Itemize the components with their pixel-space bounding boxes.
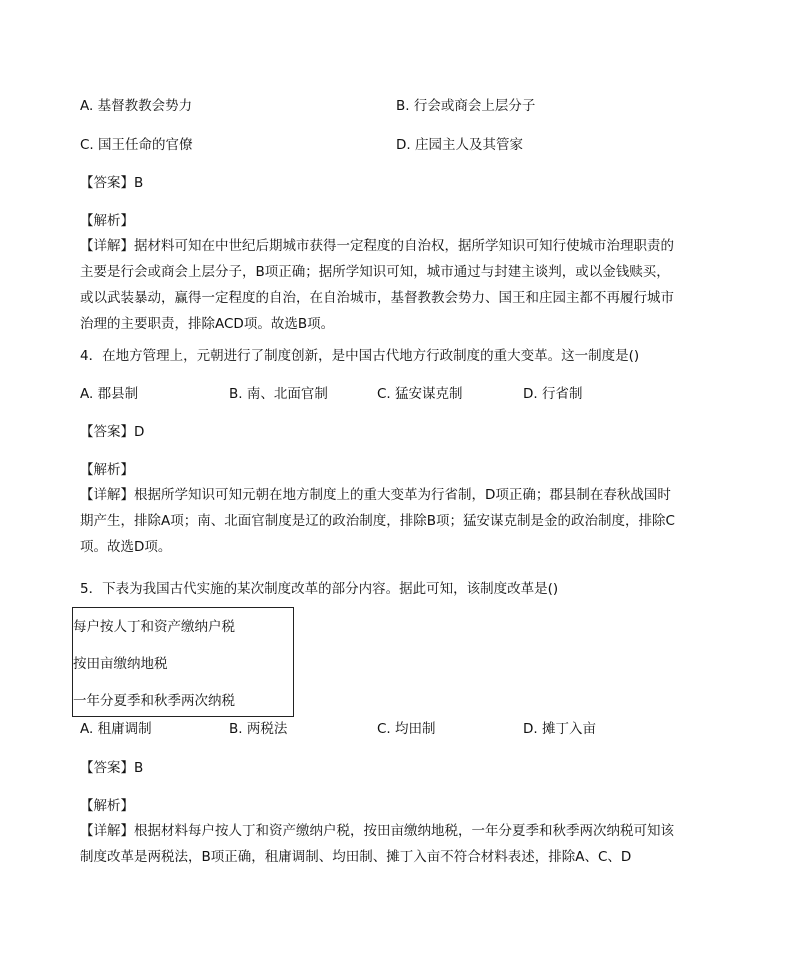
q5-table-row-2: 按田亩缴纳地税 bbox=[73, 656, 168, 672]
q5-detail: 【详解】根据材料每户按人丁和资产缴纳户税，按田亩缴纳地税，一年分夏季和秋季两次纳税可知该制度改革是两税法，B项正确，租庸调制、均田制、摊丁入亩不符合材料表述，排除A、C、D bbox=[80, 823, 674, 865]
q3-answer: 【答案】B bbox=[80, 175, 144, 191]
q4-option-b: B. 南、北面官制 bbox=[229, 386, 328, 402]
q5-stem: 5．下表为我国古代实施的某次制度改革的部分内容。据此可知，该制度改革是() bbox=[80, 581, 559, 597]
q5-answer: 【答案】B bbox=[80, 760, 144, 776]
q5-table bbox=[72, 607, 294, 717]
q4-answer: 【答案】D bbox=[80, 424, 145, 440]
q3-option-c: C. 国王任命的官僚 bbox=[80, 137, 193, 153]
q5-table-row-1: 每户按人丁和资产缴纳户税 bbox=[73, 619, 235, 635]
q5-table-row-3: 一年分夏季和秋季两次纳税 bbox=[73, 693, 235, 709]
q5-option-b: B. 两税法 bbox=[229, 721, 288, 737]
q5-option-a: A. 租庸调制 bbox=[80, 721, 152, 737]
q4-option-a: A. 郡县制 bbox=[80, 386, 139, 402]
q3-option-a: A. 基督教教会势力 bbox=[80, 98, 193, 114]
q4-option-d: D. 行省制 bbox=[523, 386, 583, 402]
q5-analysis-label: 【解析】 bbox=[80, 798, 134, 814]
q3-analysis-label: 【解析】 bbox=[80, 213, 134, 229]
q5-option-d: D. 摊丁入亩 bbox=[523, 721, 596, 737]
q3-detail: 【详解】据材料可知在中世纪后期城市获得一定程度的自治权，据所学知识可知行使城市治理职责的主要是行会或商会上层分子，B项正确；据所学知识可知，城市通过与封建主谈判，或以金钱赎买，或以武装暴动，赢得一定程度的自治，在自治城市，基督教教会势力、国王和庄园主都不再履行城市治理的主要职责，排除ACD项。故选B项。 bbox=[80, 238, 674, 332]
q5-option-c: C. 均田制 bbox=[377, 721, 436, 737]
q3-option-b: B. 行会或商会上层分子 bbox=[396, 98, 536, 114]
q4-detail: 【详解】根据所学知识可知元朝在地方制度上的重大变革为行省制，D项正确；郡县制在春秋战国时期产生，排除A项；南、北面官制度是辽的政治制度，排除B项；猛安谋克制是金的政治制度，排除C项。故选D项。 bbox=[80, 487, 675, 555]
q4-analysis-label: 【解析】 bbox=[80, 462, 134, 478]
q3-option-d: D. 庄园主人及其管家 bbox=[396, 137, 523, 153]
q4-option-c: C. 猛安谋克制 bbox=[377, 386, 463, 402]
q4-stem: 4．在地方管理上，元朝进行了制度创新，是中国古代地方行政制度的重大变革。这一制度是() bbox=[80, 348, 640, 364]
